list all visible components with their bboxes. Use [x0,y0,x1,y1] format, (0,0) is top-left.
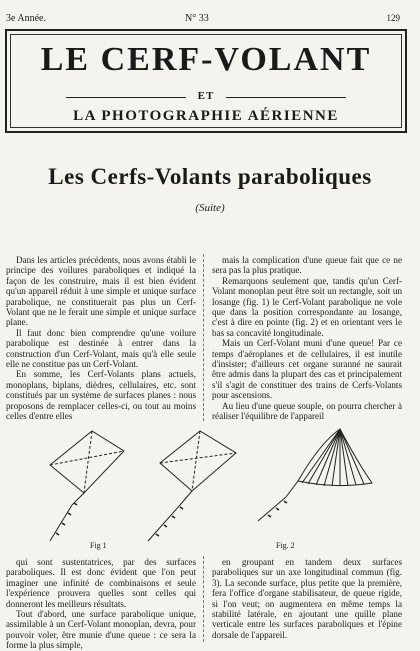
paragraph: Remarquons seulement que, tandis qu'un Cerf-Volant monoplan peut être soit un rectangle, soit un losange (fig. 1) le Cerf-Volant parabolique ne vole que dans la position correspondante au losange, c'est à dire en pointe (fig. 2) et en orientant vers le bas sa concavité longitudinale. [212,275,402,338]
masthead-rule-right [226,97,346,98]
paragraph: Dans les articles précédents, nous avons établi le principe des voilures paraboliques et indiqué la façon de les construire, mais il est bien évident qu'un appareil réduit à une simple et unique surface parabolique, ne constituerait pas plus un Cerf-Volant que ne le ferait une simple et unique surface plane. [6,255,196,328]
fig1-kite-illustration [50,431,124,541]
masthead-subtitle: LA PHOTOGRAPHIE AÉRIENNE [73,108,339,124]
paragraph: Il faut donc bien comprendre qu'une voilure parabolique est destinée à entrer dans la construction d'un Cerf-Volant, mais qu'à elle seule elle ne constitue pas un Cerf-Volant. [6,327,196,370]
column-right-top [212,255,402,422]
figure-2-caption: Fig. 2 [276,541,295,550]
article-title: Les Cerfs-Volants paraboliques [48,164,372,189]
paragraph: Mais un Cerf-Volant muni d'une queue! Par ce temps d'aéroplanes et de cellulaires, il est inutile d'insister; d'ailleurs cet organe suranné ne saurait être admis dans la plupart des cas et principalement s'il s'agit de constituer des trains de Cerfs-Volants pour ascensions. [212,338,402,401]
fig2-parabolic-kite-illustration [258,429,372,521]
article-subtitle: (Suite) [195,202,225,214]
masthead-inner-frame [10,34,402,128]
column-left-top [6,255,196,422]
paragraph: En somme, les Cerf-Volants plans actuels, monoplans, biplans, dièdres, cellulaires, etc. sont constitués par un système de surfaces planes : nous proposons de remplacer celles-ci, ou tout au moins celles d'entre elles [6,369,196,422]
fig1b-kite-illustration [148,431,236,541]
column-divider [203,556,204,642]
issue-number: N° 33 [185,13,209,24]
page-number: 129 [386,13,400,23]
masthead [5,29,407,133]
column-right-bottom [212,557,402,640]
paragraph: Au lieu d'une queue souple, on pourra chercher à réaliser l'équilibre de l'appareil [212,400,402,422]
masthead-title: LE CERF-VOLANT [40,41,372,78]
paragraph: Tout d'abord, une surface parabolique unique, assimilable à un Cerf-Volant monoplan, devra, pour pouvoir voler, être munie d'une queue : ce sera la forme la plus simple, [6,609,196,651]
paragraph: qui sont sustentatrices, par des surfaces paraboliques. Il est donc évident que l'on peut imaginer une infinité de combinaisons et seule l'expérience prouvera quelles sont celles qui donneront les meilleurs résultats. [6,557,196,609]
masthead-et: ET [197,90,215,102]
column-left-bottom [6,557,196,651]
column-divider [203,254,204,421]
kite-figures [40,423,380,553]
paragraph: en groupant en tandem deux surfaces paraboliques sur un axe longitudinal commun (fig. 3). La seconde surface, plus petite que la première, fera l'office d'organe stabilisateur, de queue rigide, si l'on veut; on augmentera en même temps la stabilité latérale, en ajoutant une quille plane verticale entre les surfaces paraboliques et l'épine dorsale de l'appareil. [212,557,402,640]
journal-year: 3e Année. [6,13,46,24]
masthead-et-line [66,90,346,104]
figure-1-caption: Fig 1 [90,541,107,550]
paragraph: mais la complication d'une queue fait que ce ne sera pas la plus pratique. [212,255,402,276]
